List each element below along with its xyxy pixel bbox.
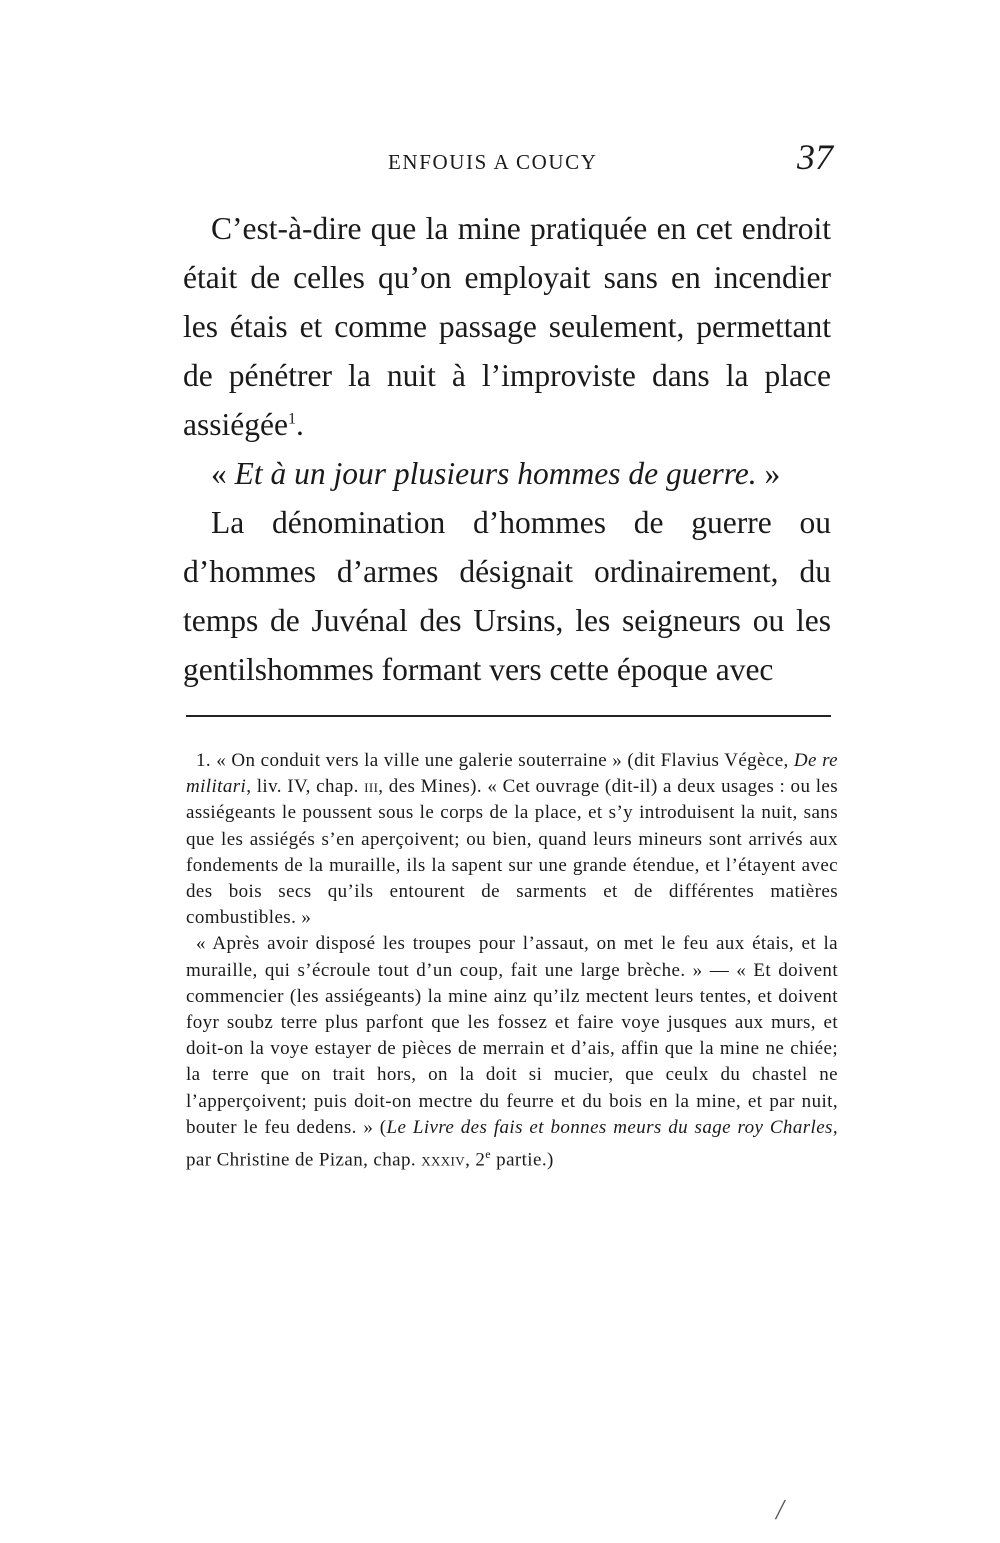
footnote-number: 1. bbox=[196, 750, 212, 771]
footnote-rule bbox=[186, 715, 831, 717]
page-number: 37 bbox=[797, 137, 833, 177]
footnote bbox=[186, 748, 838, 1174]
footnote-text: « Après avoir disposé les troupes pour l’assaut, on met le feu aux étais, et la muraille, qui s’écroule tout d’un coup, fait une large brèche. » — « Et doivent commencier (les assiégeants) la mine ainz qu’ilz mectent leurs tentes, et doivent foyr soubz terre plus parfont que les fossez et faire voye jusques aux murs, et doit-on la voye estayer de pièces de merrain et d’ais, affin que la mine ne chiée; la terre que on trait hors, on la doit si mucier, que ceulx du chastel ne l’apperçoivent; puis doit-on mectre du feurre et du bois en la mine, et par nuit, bouter le feu dedens. » ( bbox=[186, 933, 838, 1138]
footnote-text: , des Mines). « Cet ouvrage (dit-il) a deux usages : ou les assiégeants le poussent sous le corps de la place, et s’y introduisent la nuit, sans que les assiégés s’en aperçoivent; ou bien, quand leurs mineurs sont arrivés aux fondements de la muraille, ils la sapent sur une grande étendue, et l’étayent avec des bois secs qu’ils entourent de sarments et de différentes matières combustibles. » bbox=[186, 776, 838, 929]
paragraph-1 bbox=[183, 204, 831, 449]
quote-text: Et à un jour plusieurs hommes de guerre. bbox=[234, 456, 757, 491]
footnote-text: , par Christine de Pizan, chap. bbox=[186, 1116, 838, 1171]
quotation-line bbox=[183, 449, 831, 498]
footnote-chapter: iii bbox=[364, 776, 379, 798]
scan-mark: / bbox=[776, 1495, 784, 1526]
main-text bbox=[183, 204, 831, 694]
footnote-work-title: Le Livre des fais et bonnes meurs du sage roy Charles bbox=[386, 1116, 833, 1138]
footnote-text: , liv. IV, chap. bbox=[246, 776, 365, 798]
footnote-work-title: De re militari bbox=[186, 750, 839, 798]
footnote-reference[interactable]: 1 bbox=[287, 410, 296, 428]
quote-close: » bbox=[756, 456, 781, 491]
footnote-paragraph-1 bbox=[186, 748, 838, 931]
quote-open: « bbox=[211, 456, 235, 491]
running-title: ENFOUIS A COUCY bbox=[388, 150, 598, 174]
paragraph-1-end: . bbox=[295, 407, 304, 442]
footnote-text: partie.) bbox=[491, 1149, 554, 1171]
paragraph-2: La dénomination d’hommes de guerre ou d’hommes d’armes désignait ordinairement, du temps de Juvénal des Ursins, les seigneurs ou les gentilshommes formant vers cette époque avec bbox=[183, 505, 831, 687]
paragraph-1-text: C’est-à-dire que la mine pratiquée en cet endroit était de celles qu’on employait sans en incendier les étais et comme passage seulement, permettant de pénétrer la nuit à l’improviste dans la place assiégée bbox=[183, 211, 831, 442]
footnote-text: , 2 bbox=[465, 1149, 486, 1171]
footnote-text: « On conduit vers la ville une galerie souterraine » (dit Flavius Végèce, bbox=[216, 750, 794, 771]
footnote-paragraph-2 bbox=[186, 931, 838, 1173]
footnote-chapter: xxxiv bbox=[421, 1149, 466, 1171]
footnote-superscript: e bbox=[485, 1147, 492, 1162]
